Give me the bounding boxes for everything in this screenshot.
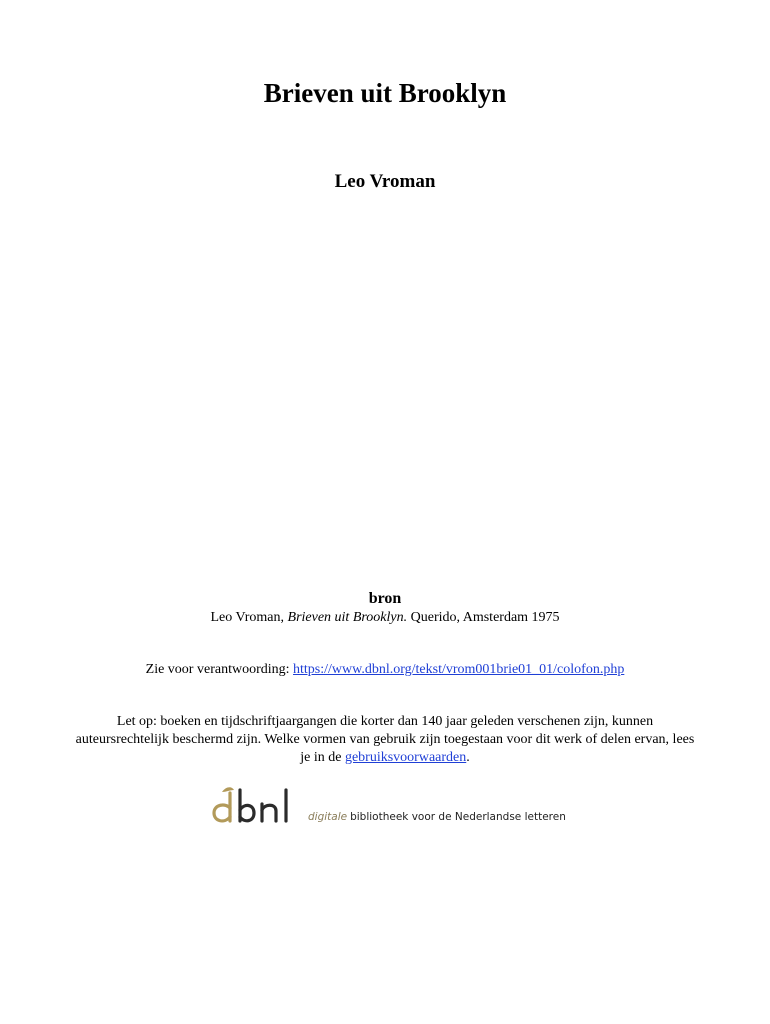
source-work-title: Brieven uit Brooklyn. bbox=[287, 610, 408, 625]
dbnl-tagline bbox=[308, 810, 566, 824]
notice-text: Let op: boeken en tijdschriftjaargangen die korter dan 140 jaar geleden verschenen zijn, kunnen auteursrechtelijk beschermd zijn. Welke vormen van gebruik zijn toegestaan voor dit werk of delen ervan, lees je in de bbox=[75, 714, 695, 765]
colofon-link[interactable]: https://www.dbnl.org/tekst/vrom001brie01_01/colofon.php bbox=[293, 662, 625, 677]
copyright-notice bbox=[70, 713, 700, 767]
verantwoording-line bbox=[0, 661, 770, 679]
dbnl-logo bbox=[208, 784, 568, 828]
source-heading: bron bbox=[368, 590, 402, 607]
tagline-rest: bibliotheek voor de Nederlandse letteren bbox=[350, 811, 566, 823]
terms-of-use-link[interactable]: gebruiksvoorwaarden bbox=[344, 750, 467, 765]
verantwoording-label: Zie voor verantwoording: bbox=[145, 662, 290, 677]
document-title: Brieven uit Brooklyn bbox=[263, 78, 507, 108]
document-author: Leo Vroman bbox=[334, 171, 436, 192]
source-citation bbox=[0, 609, 770, 627]
source-publisher: Querido, Amsterdam 1975 bbox=[410, 610, 560, 625]
tagline-prefix: digitale bbox=[308, 811, 348, 823]
dbnl-logo-mark-icon bbox=[208, 784, 300, 828]
notice-period: . bbox=[466, 750, 470, 765]
source-author: Leo Vroman, bbox=[210, 610, 285, 625]
